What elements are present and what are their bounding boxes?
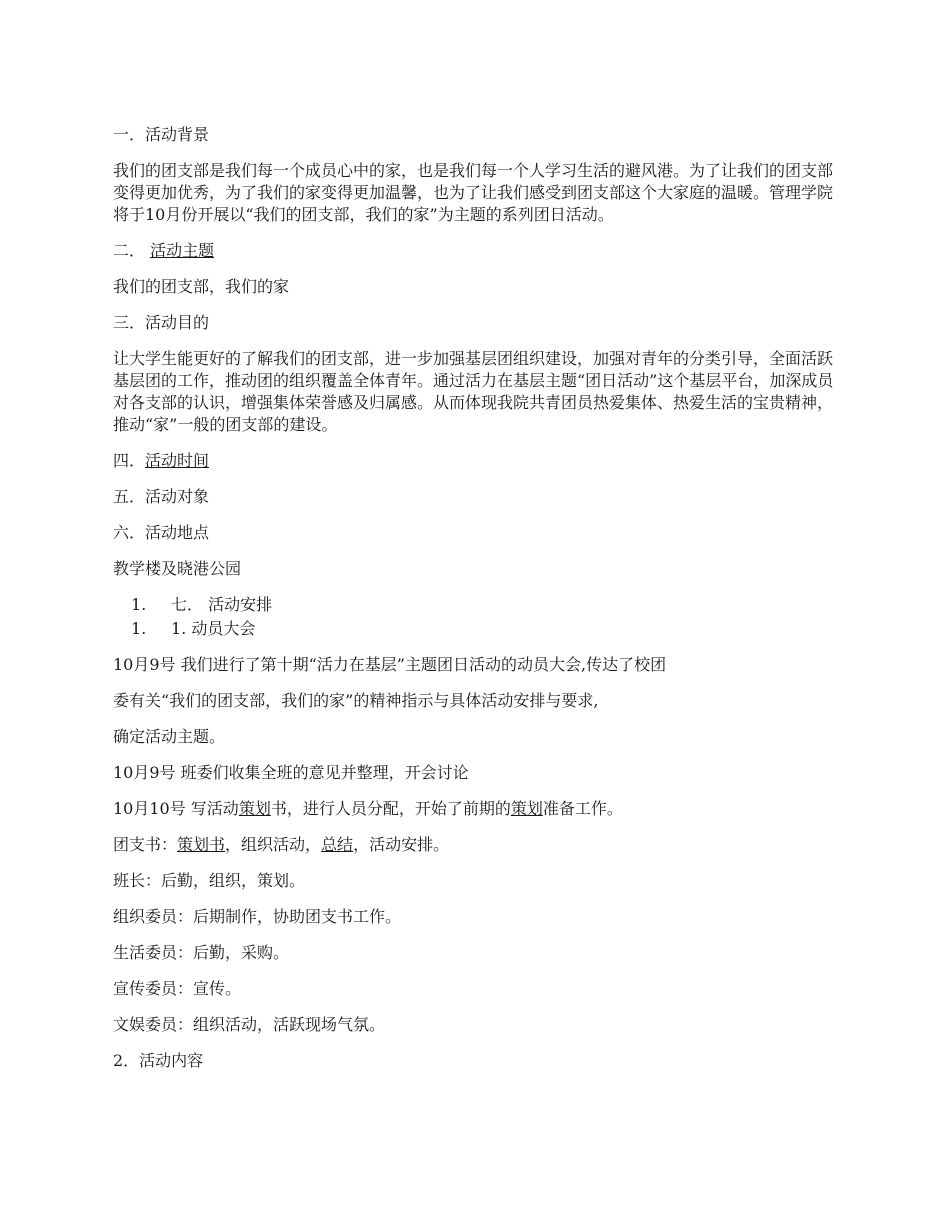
list-item-text: 1. 动员大会	[171, 619, 256, 638]
planning-link[interactable]: 策划	[510, 799, 543, 818]
text-span: 准备工作。	[542, 799, 623, 818]
section-3-body: 让大学生能更好的了解我们的团支部，进一步加强基层团组织建设，加强对青年的分类引导，全面活跃基层团的工作，推动团的组织覆盖全体青年。通过活力在基层主题“团日活动”这个基层平台，加深成员对各支部的认识，增强集体荣誉感及归属感。从而体现我院共青团员热爱集体、热爱生活的宝贵精神，推动“家”一般的团支部的建设。	[113, 349, 834, 434]
paragraph-mobilization-1: 10月9号 我们进行了第十期“活力在基层”主题团日活动的动员大会,传达了校团	[113, 655, 667, 674]
list-item-text: 七． 活动安排	[171, 595, 273, 614]
text-span: 10月10号 写活动	[113, 799, 239, 818]
section-2-title-link[interactable]: 活动主题	[150, 241, 215, 260]
section-1-body: 我们的团支部是我们每一个成员心中的家，也是我们每一个人学习生活的避风港。为了让我们的团支部变得更加优秀，为了我们的家变得更加温馨，也为了让我们感受到团支部这个大家庭的温暖。管理学院将于10月份开展以“我们的团支部，我们的家”为主题的系列团日活动。	[113, 161, 834, 224]
summary-link[interactable]: 总结	[321, 835, 354, 854]
section-3-heading: 三．活动目的	[113, 313, 210, 332]
section-6-heading: 六．活动地点	[113, 523, 210, 542]
section-2-prefix: 二．	[113, 241, 146, 260]
paragraph-discussion: 10月9号 班委们收集全班的意见并整理，开会讨论	[113, 763, 469, 782]
role-publicity: 宣传委员：宣传。	[113, 979, 242, 998]
plan-book-link[interactable]: 策划书	[177, 835, 226, 854]
paragraph-mobilization-3: 确定活动主题。	[113, 727, 226, 746]
text-span: 团支书：	[113, 835, 178, 854]
section-5-heading: 五．活动对象	[113, 487, 210, 506]
list-number: 1.	[131, 619, 147, 638]
text-span: 书，进行人员分配，开始了前期的	[270, 799, 511, 818]
document-page	[113, 124, 843, 1086]
list-item	[131, 594, 843, 616]
role-life: 生活委员：后勤，采购。	[113, 943, 290, 962]
section-1-heading: 一．活动背景	[113, 125, 210, 144]
section-4-prefix: 四．	[113, 451, 146, 470]
section-2-body: 我们的团支部，我们的家	[113, 277, 290, 296]
role-monitor: 班长：后勤，组织，策划。	[113, 871, 306, 890]
paragraph-mobilization-2: 委有关“我们的团支部，我们的家”的精神指示与具体活动安排与要求,	[113, 691, 599, 710]
section-6-body: 教学楼及晓港公园	[113, 559, 242, 578]
paragraph-planning	[113, 798, 843, 820]
text-span: ，活动安排。	[353, 835, 450, 854]
list-item	[131, 618, 843, 640]
planning-link[interactable]: 策划	[238, 799, 271, 818]
text-span: ，组织活动，	[225, 835, 322, 854]
role-entertainment: 文娱委员：组织活动，活跃现场气氛。	[113, 1015, 386, 1034]
section-activity-content-heading: 2．活动内容	[113, 1051, 204, 1070]
section-4-title-link[interactable]: 活动时间	[145, 451, 210, 470]
role-organization: 组织委员：后期制作，协助团支书工作。	[113, 907, 402, 926]
section-2-heading	[113, 240, 843, 262]
role-secretary	[113, 834, 843, 856]
list-number: 1.	[131, 595, 147, 614]
section-4-heading	[113, 450, 843, 472]
